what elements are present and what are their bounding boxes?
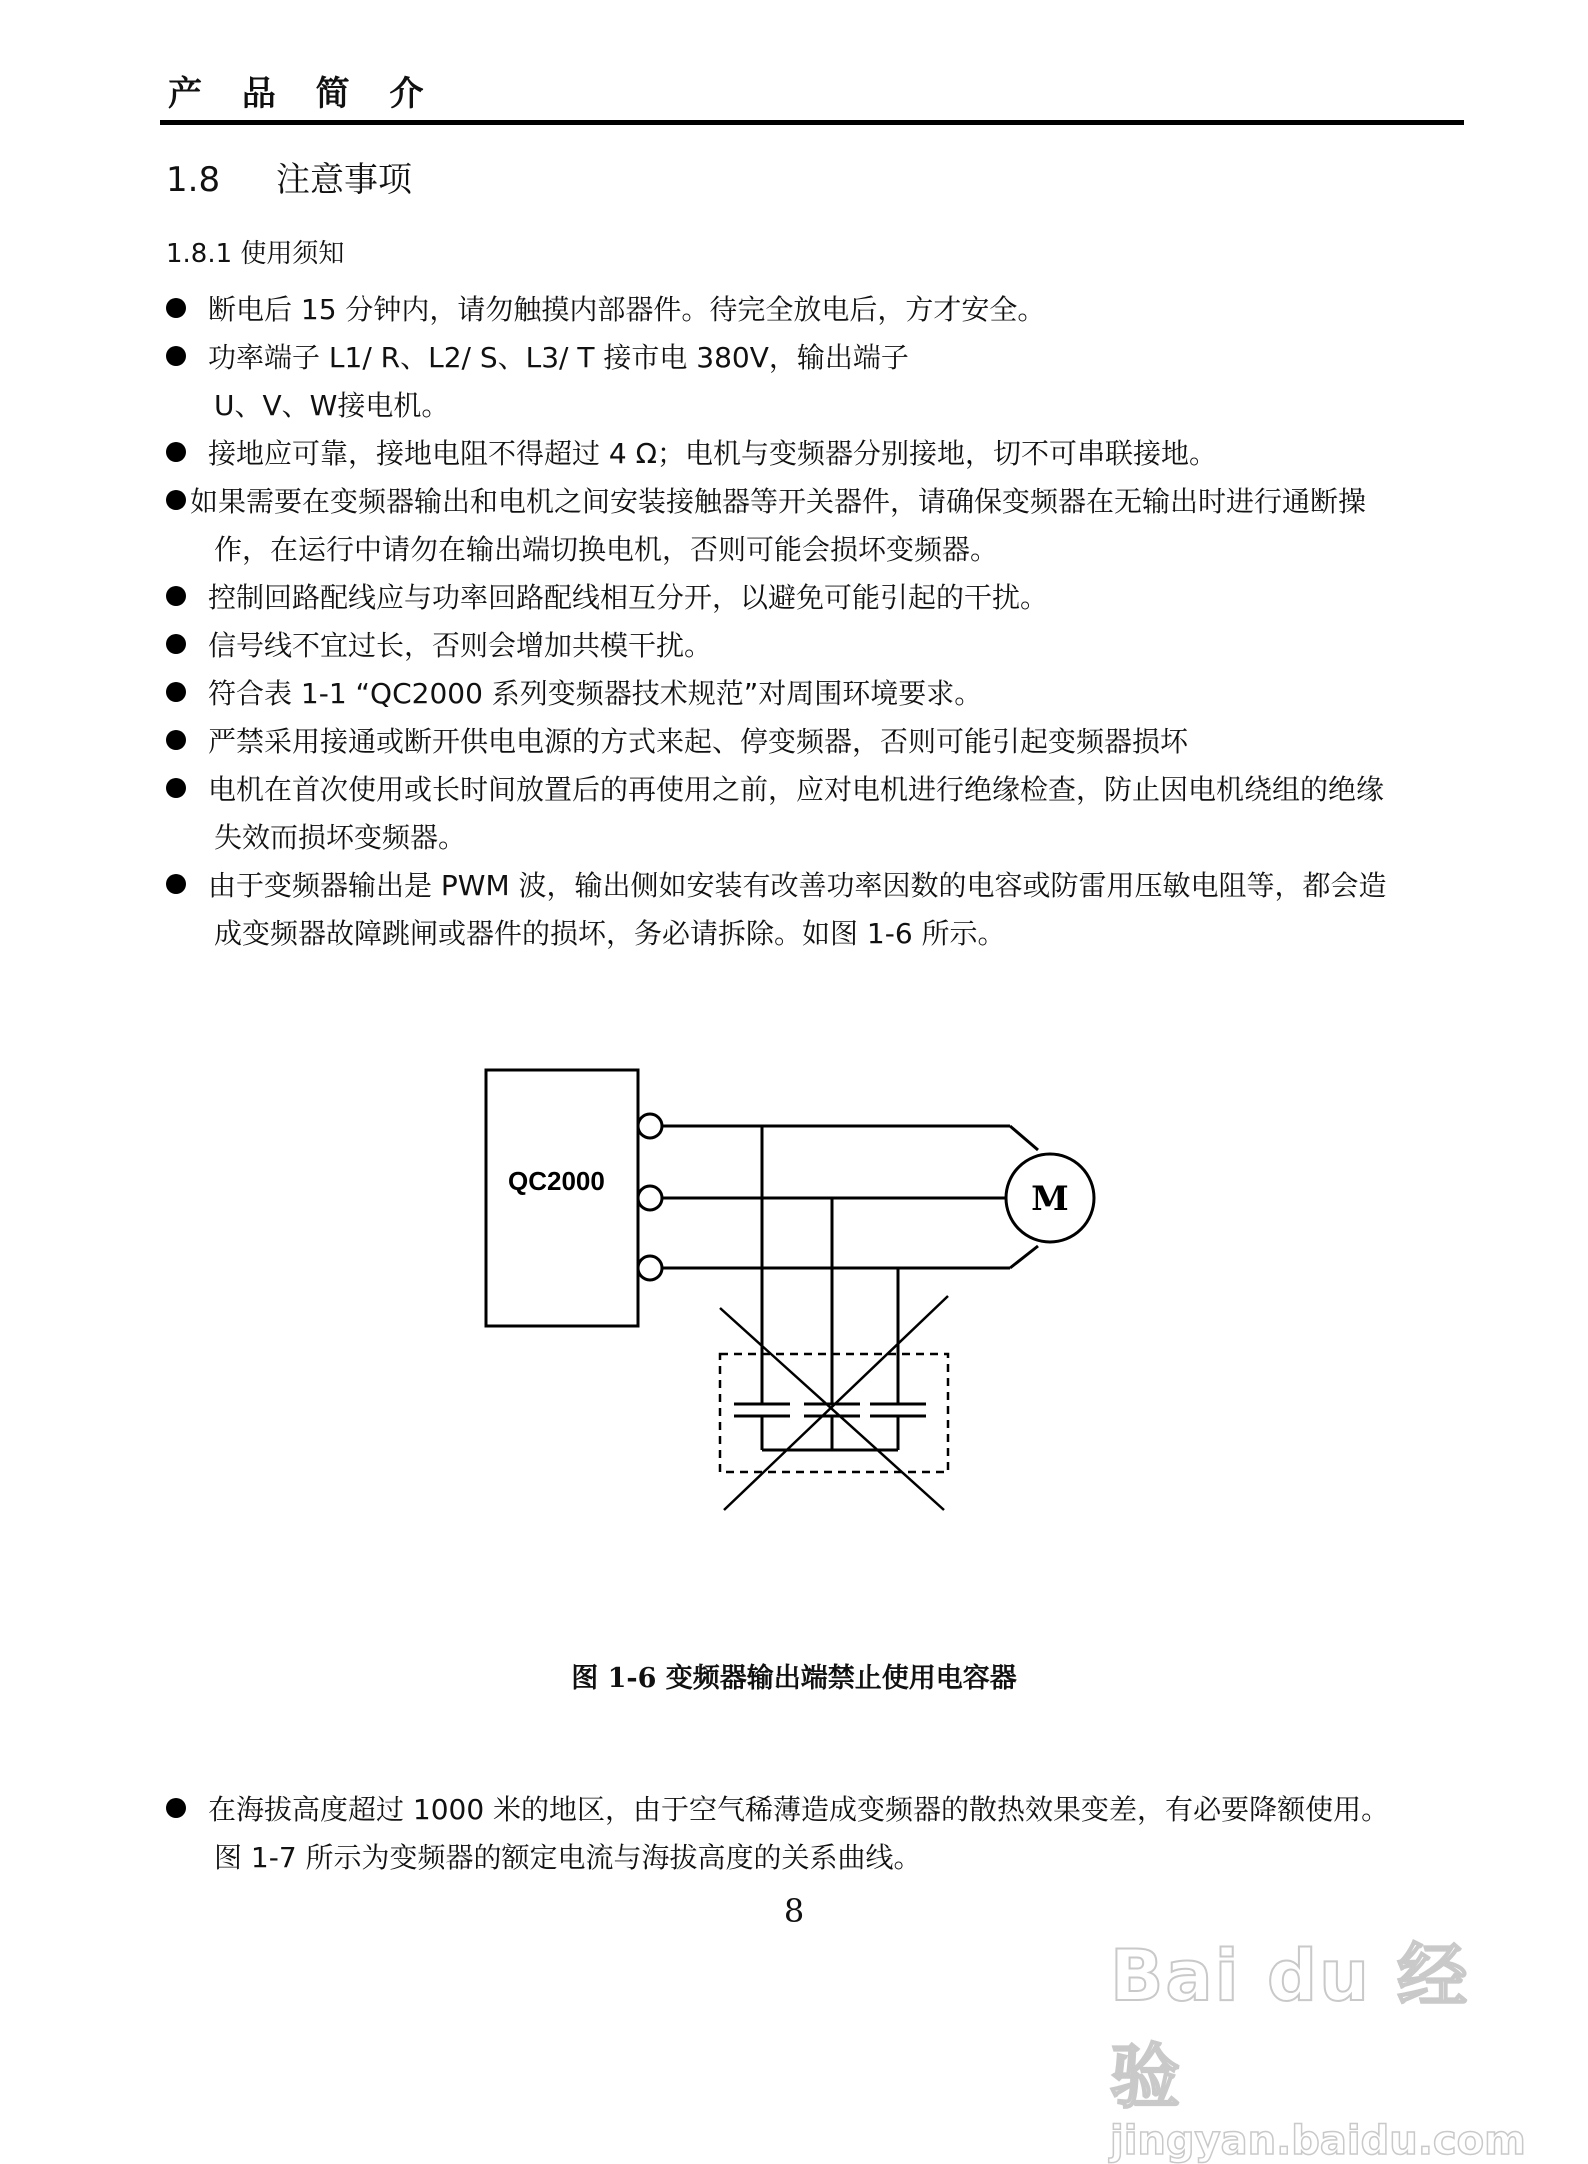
- capacitor-wires: [762, 1126, 898, 1450]
- list-item-text: 在海拔高度超过 1000 米的地区，由于空气稀薄造成变频器的散热效果变差，有必要降额使用。: [208, 1793, 1390, 1826]
- list-item-text: 功率端子 L1/ R、L2/ S、L3/ T 接市电 380V，输出端子: [208, 341, 909, 374]
- list-item: [166, 286, 1466, 334]
- bullet-icon: [166, 490, 186, 510]
- list-item: [166, 430, 1466, 478]
- terminal-v-icon: [638, 1186, 662, 1210]
- list-item-continuation: 失效而损坏变频器。: [214, 821, 467, 854]
- notice-list: [166, 286, 1466, 958]
- list-item-continuation: 作，在运行中请勿在输出端切换电机，否则可能会损坏变频器。: [214, 533, 999, 566]
- list-item-text: 信号线不宜过长，否则会增加共模干扰。: [208, 629, 713, 662]
- section-title: 注意事项: [276, 160, 412, 200]
- list-item-text: 严禁采用接通或断开供电电源的方式来起、停变频器，否则可能引起变频器损坏: [208, 725, 1189, 758]
- bullet-icon: [166, 778, 186, 798]
- inverter-box: [486, 1070, 638, 1326]
- bullet-icon: [166, 730, 186, 750]
- list-item-text: 控制回路配线应与功率回路配线相互分开，以避免可能引起的干扰。: [208, 581, 1049, 614]
- bullet-icon: [166, 874, 186, 894]
- bullet-icon: [166, 442, 186, 462]
- list-item: [166, 766, 1466, 814]
- watermark-brand: Bai du 经验: [1110, 1935, 1470, 2118]
- bullet-icon: [166, 1798, 186, 1818]
- page-number: 8: [783, 1892, 805, 1930]
- list-item: [166, 334, 1466, 382]
- output-wires: [662, 1126, 1038, 1268]
- watermark-url: jingyan.baidu.com: [1110, 2118, 1526, 2164]
- list-item-continuation: 成变频器故障跳闸或器件的损坏，务必请拆除。如图 1-6 所示。: [214, 917, 1006, 950]
- motor-label: M: [1031, 1179, 1069, 1219]
- list-item: [166, 862, 1466, 910]
- terminal-w-icon: [638, 1256, 662, 1280]
- list-item-text: 由于变频器输出是 PWM 波，输出侧如安装有改善功率因数的电容或防雷用压敏电阻等，都会造: [208, 869, 1387, 902]
- wiring-diagram: [470, 1060, 1110, 1520]
- bullet-icon: [166, 346, 186, 366]
- list-item: [166, 622, 1466, 670]
- list-item-continuation: U、V、W接电机。: [214, 389, 450, 422]
- list-item-continuation: 图 1-7 所示为变频器的额定电流与海拔高度的关系曲线。: [214, 1841, 922, 1874]
- baidu-watermark: [1110, 1920, 1526, 2164]
- list-item-text: 电机在首次使用或长时间放置后的再使用之前，应对电机进行绝缘检查，防止因电机绕组的绝缘: [208, 773, 1385, 806]
- list-item-text: 接地应可靠，接地电阻不得超过 4 Ω；电机与变频器分别接地，切不可串联接地。: [208, 437, 1218, 470]
- capacitor-enclosure: [720, 1354, 948, 1472]
- terminal-u-icon: [638, 1114, 662, 1138]
- bullet-icon: [166, 298, 186, 318]
- notice-list-bottom: [166, 1786, 1466, 1882]
- list-item-text: 如果需要在变频器输出和电机之间安装接触器等开关器件，请确保变频器在无输出时进行通断操: [190, 485, 1367, 518]
- section-number: 1.8: [166, 160, 221, 200]
- list-item-text: 符合表 1-1 “QC2000 系列变频器技术规范”对周围环境要求。: [208, 677, 983, 710]
- inverter-label: QC2000: [508, 1166, 605, 1196]
- subsection-heading: 1.8.1 使用须知: [166, 239, 345, 269]
- header-divider: [160, 120, 1464, 125]
- bullet-icon: [166, 634, 186, 654]
- section-heading: [166, 152, 412, 201]
- bullet-icon: [166, 586, 186, 606]
- list-item: [166, 718, 1466, 766]
- list-item: [166, 574, 1466, 622]
- list-item: [166, 670, 1466, 718]
- list-item-text: 断电后 15 分钟内，请勿触摸内部器件。待完全放电后，方才安全。: [208, 293, 1046, 326]
- list-item: [166, 1786, 1466, 1834]
- page-header-title: 产 品 简 介: [168, 74, 438, 114]
- list-item: [166, 478, 1466, 526]
- figure-caption: 图 1-6 变频器输出端禁止使用电容器: [571, 1663, 1017, 1694]
- bullet-icon: [166, 682, 186, 702]
